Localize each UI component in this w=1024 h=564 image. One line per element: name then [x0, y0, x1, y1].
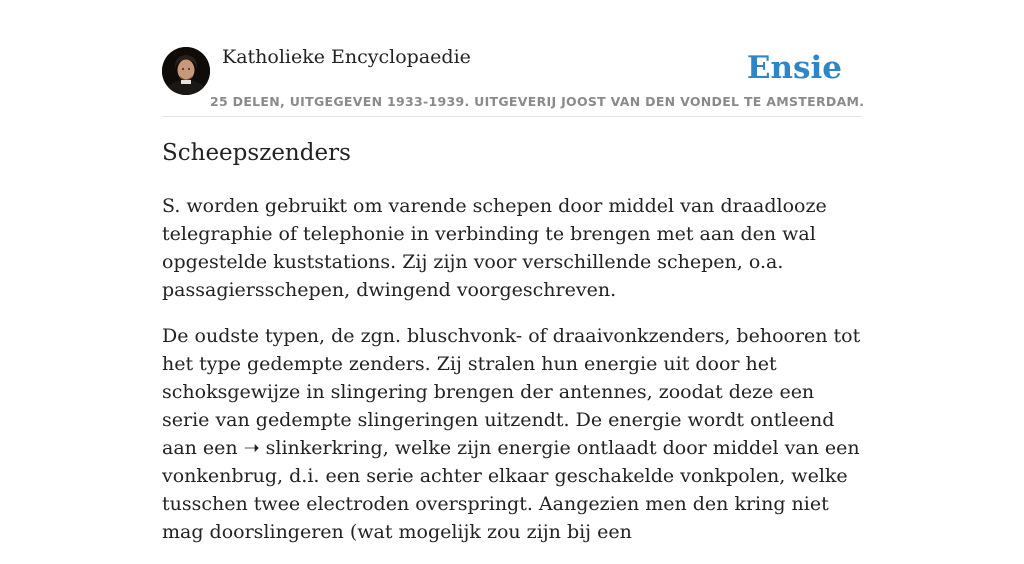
article-title: Scheepszenders: [162, 140, 351, 166]
brand-logo-link[interactable]: Ensie: [746, 50, 842, 86]
publication-avatar[interactable]: [162, 47, 210, 95]
article-paragraph: De oudste typen, de zgn. bluschvonk- of draaivonkzenders, behooren tot het type gedempte zenders. Zij stralen hun energie uit door het schoksgewijze in slingering brengen der antennes, zoodat deze een serie van gedempte slingeringen uitzendt. De energie wordt ontleend aan een ➝ slinkerkring, welke zijn energie ontlaadt door middel van een vonkenbrug, d.i. een serie achter elkaar geschakelde vonkpolen, welke tusschen twee electroden overspringt. Aangezien men den kring niet mag doorslingeren (wat mogelijk zou zijn bij een: [162, 325, 861, 543]
article-paragraph: S. worden gebruikt om varende schepen door middel van draadlooze telegraphie of telephonie in verbinding te brengen met aan den wal opgestelde kuststations. Zij zijn voor verschillende schepen, o.a. passagiersschepen, dwingend voorgeschreven.: [162, 195, 827, 301]
publication-title[interactable]: Katholieke Encyclopaedie: [222, 46, 471, 68]
site-header: [162, 44, 865, 117]
portrait-icon: [162, 47, 210, 95]
publication-subtitle: 25 DELEN, UITGEGEVEN 1933-1939. UITGEVERIJ JOOST VAN DEN VONDEL TE AMSTERDAM.: [210, 94, 865, 109]
article-body: [162, 192, 864, 564]
